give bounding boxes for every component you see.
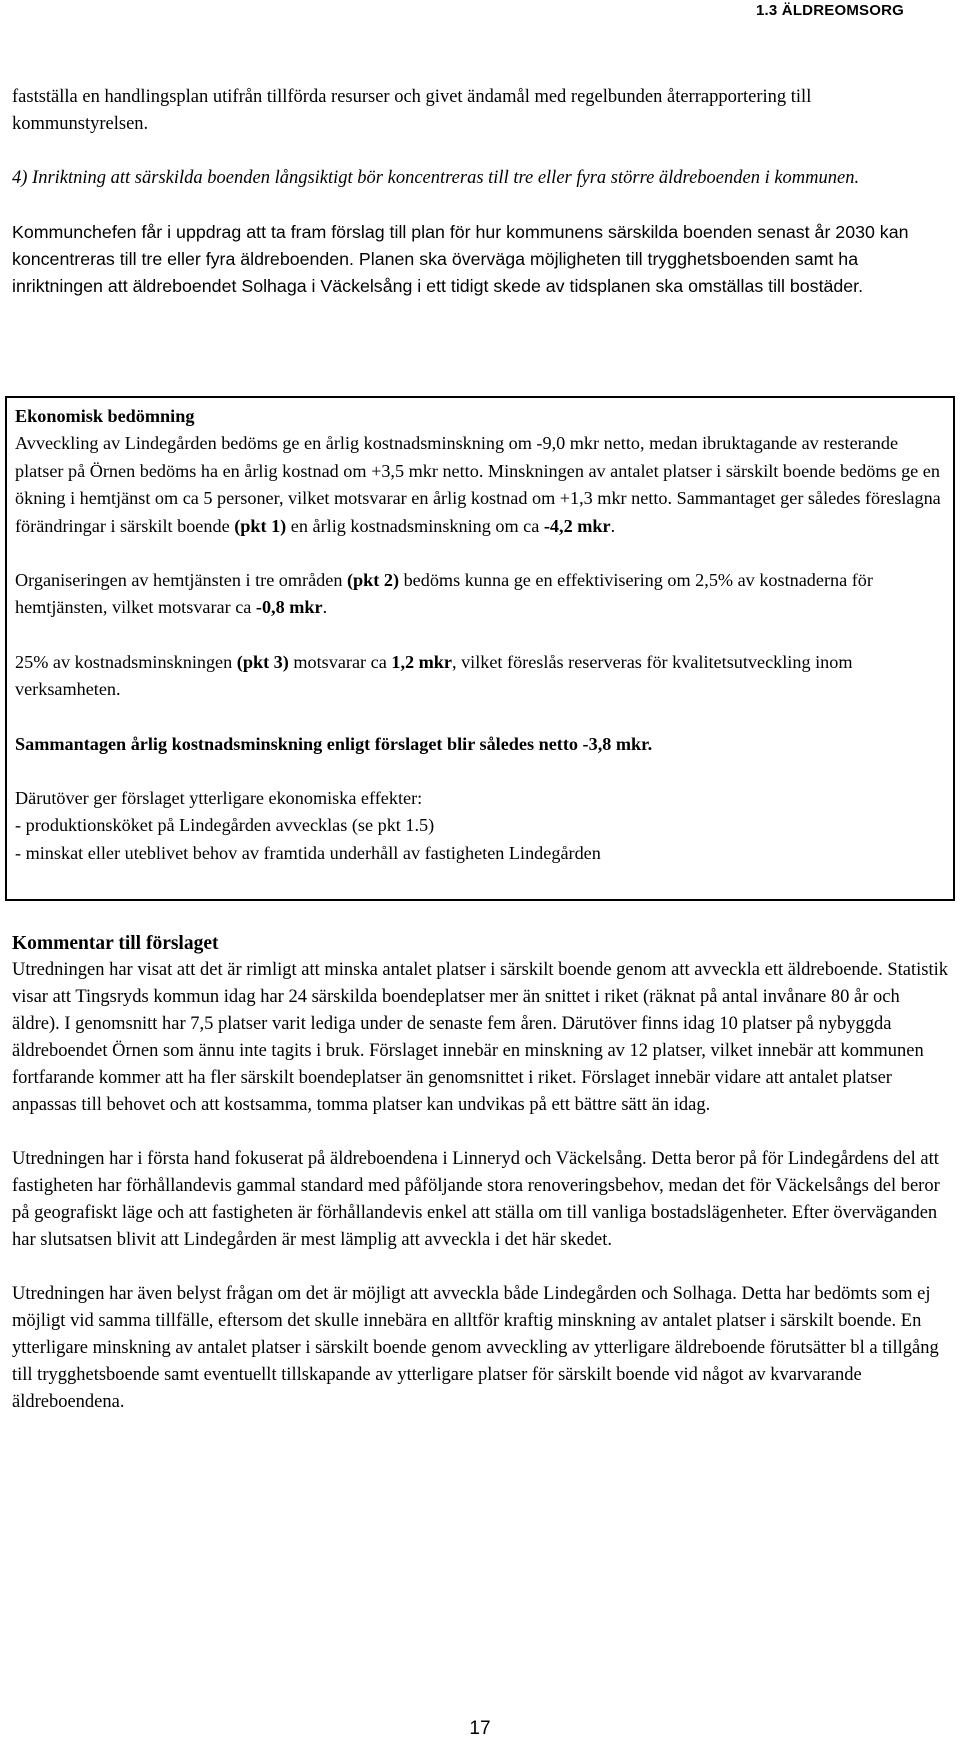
econ-paragraph-2: Organiseringen av hemtjänsten i tre områden (pkt 2) bedöms kunna ge en effektivisering om 2,5% av kostnaderna för hemtjänsten, vilket motsvarar ca -0,8 mkr. [15,570,873,618]
comment-paragraph-2: Utredningen har i första hand fokuserat på äldreboendena i Linneryd och Väckelsång. Detta beror på för Lindegårdens del att fastigheten har förhållandevis gammal standard med påföljande stora renoveringsbehov, medan det för Väckelsångs del beror på geografiskt läge och att fastigheten är förhållandevis enkel att ställa om till vanliga bostadslägenheter. Efter överväganden har slutsatsen blivit att Lindegården är mest lämplig att avveckla i det här skedet. [12,1149,940,1250]
point-4-title: 4) Inriktning att särskilda boenden långsiktigt bör koncentreras till tre eller fyra större äldreboenden i kommunen. [12,168,860,188]
economic-assessment-box [5,396,955,901]
comment-heading: Kommentar till förslaget [12,933,219,954]
section-header: 1.3 ÄLDREOMSORG [755,2,904,19]
econ-extra-item-2: - minskat eller uteblivet behov av framtida underhåll av fastigheten Lindegården [15,842,601,863]
page-number: 17 [469,1718,491,1739]
comment-paragraph-3: Utredningen har även belyst frågan om det är möjligt att avveckla både Lindegården och Solhaga. Detta har bedömts som ej möjligt vid samma tillfälle, eftersom det skulle innebära en alltför kraftig minskning av antalet platser i särskilt boende. En ytterligare minskning av antalet platser i särskilt boende genom avveckling av ytterligare äldreboende förutsätter bl a tillgång till trygghetsboende samt eventuellt tillskapande av ytterligare platser för särskilt boende vid något av kvarvarande äldreboendena. [12,1284,939,1412]
econ-paragraph-3: 25% av kostnadsminskningen (pkt 3) motsvarar ca 1,2 mkr, vilket föreslås reserveras för kvalitetsutveckling inom verksamheten. [15,651,853,700]
econ-summary: Sammantagen årlig kostnadsminskning enligt förslaget blir således netto -3,8 mkr. [15,733,653,754]
econ-extra-item-1: - produktionsköket på Lindegården avvecklas (se pkt 1.5) [15,815,435,836]
economic-assessment-heading: Ekonomisk bedömning [15,406,195,426]
point-4-body: Kommunchefen får i uppdrag att ta fram förslag till plan för hur kommunens särskilda boenden senast år 2030 kan koncentreras till tre eller fyra äldreboenden. Planen ska överväga möjligheten till trygghetsboenden samt ha inriktningen att äldreboendet Solhaga i Väckelsång i ett tidigt skede av tidsplanen ska omställas till bostäder. [12,222,909,296]
econ-paragraph-1: Avveckling av Lindegården bedöms ge en årlig kostnadsminskning om -9,0 mkr netto, medan ibruktagande av resterande platser på Örnen bedöms ha en årlig kostnad om +3,5 mkr netto. Minskningen av antalet platser i särskilt boende bedöms ge en ökning i hemtjänst om ca 5 personer, vilket motsvarar en årlig kostnad om +1,3 mkr netto. Sammantaget ger således föreslagna förändringar i särskilt boende (pkt 1) en årlig kostnadsminskning om ca -4,2 mkr. [15,433,941,536]
comment-section [12,930,950,1416]
intro-continuation: fastställa en handlingsplan utifrån tillförda resurser och givet ändamål med regelbunden återrapportering till kommunstyrelsen. [12,87,812,134]
comment-paragraph-1: Utredningen har visat att det är rimligt att minska antalet platser i särskilt boende genom att avveckla ett äldreboende. Statistik visar att Tingsryds kommun idag har 24 särskilda boendeplatser mer än snittet i riket (räknat på antal invånare 80 år och äldre). I genomsnitt har 7,5 platser varit lediga under de senaste fem åren. Därutöver finns idag 10 platser på nybyggda äldreboendet Örnen som ännu inte tagits i bruk. Förslaget innebär en minskning av 12 platser, vilket innebär att kommunen fortfarande kommer att ha fler särskilt boendeplatser än genomsnittet i riket. Förslaget innebär vidare att antalet platser anpassas till behovet och att kostsamma, tomma platser kan undvikas på ett bättre sätt än idag. [12,960,949,1115]
econ-extra-intro: Därutöver ger förslaget ytterligare ekonomiska effekter: [15,788,423,809]
